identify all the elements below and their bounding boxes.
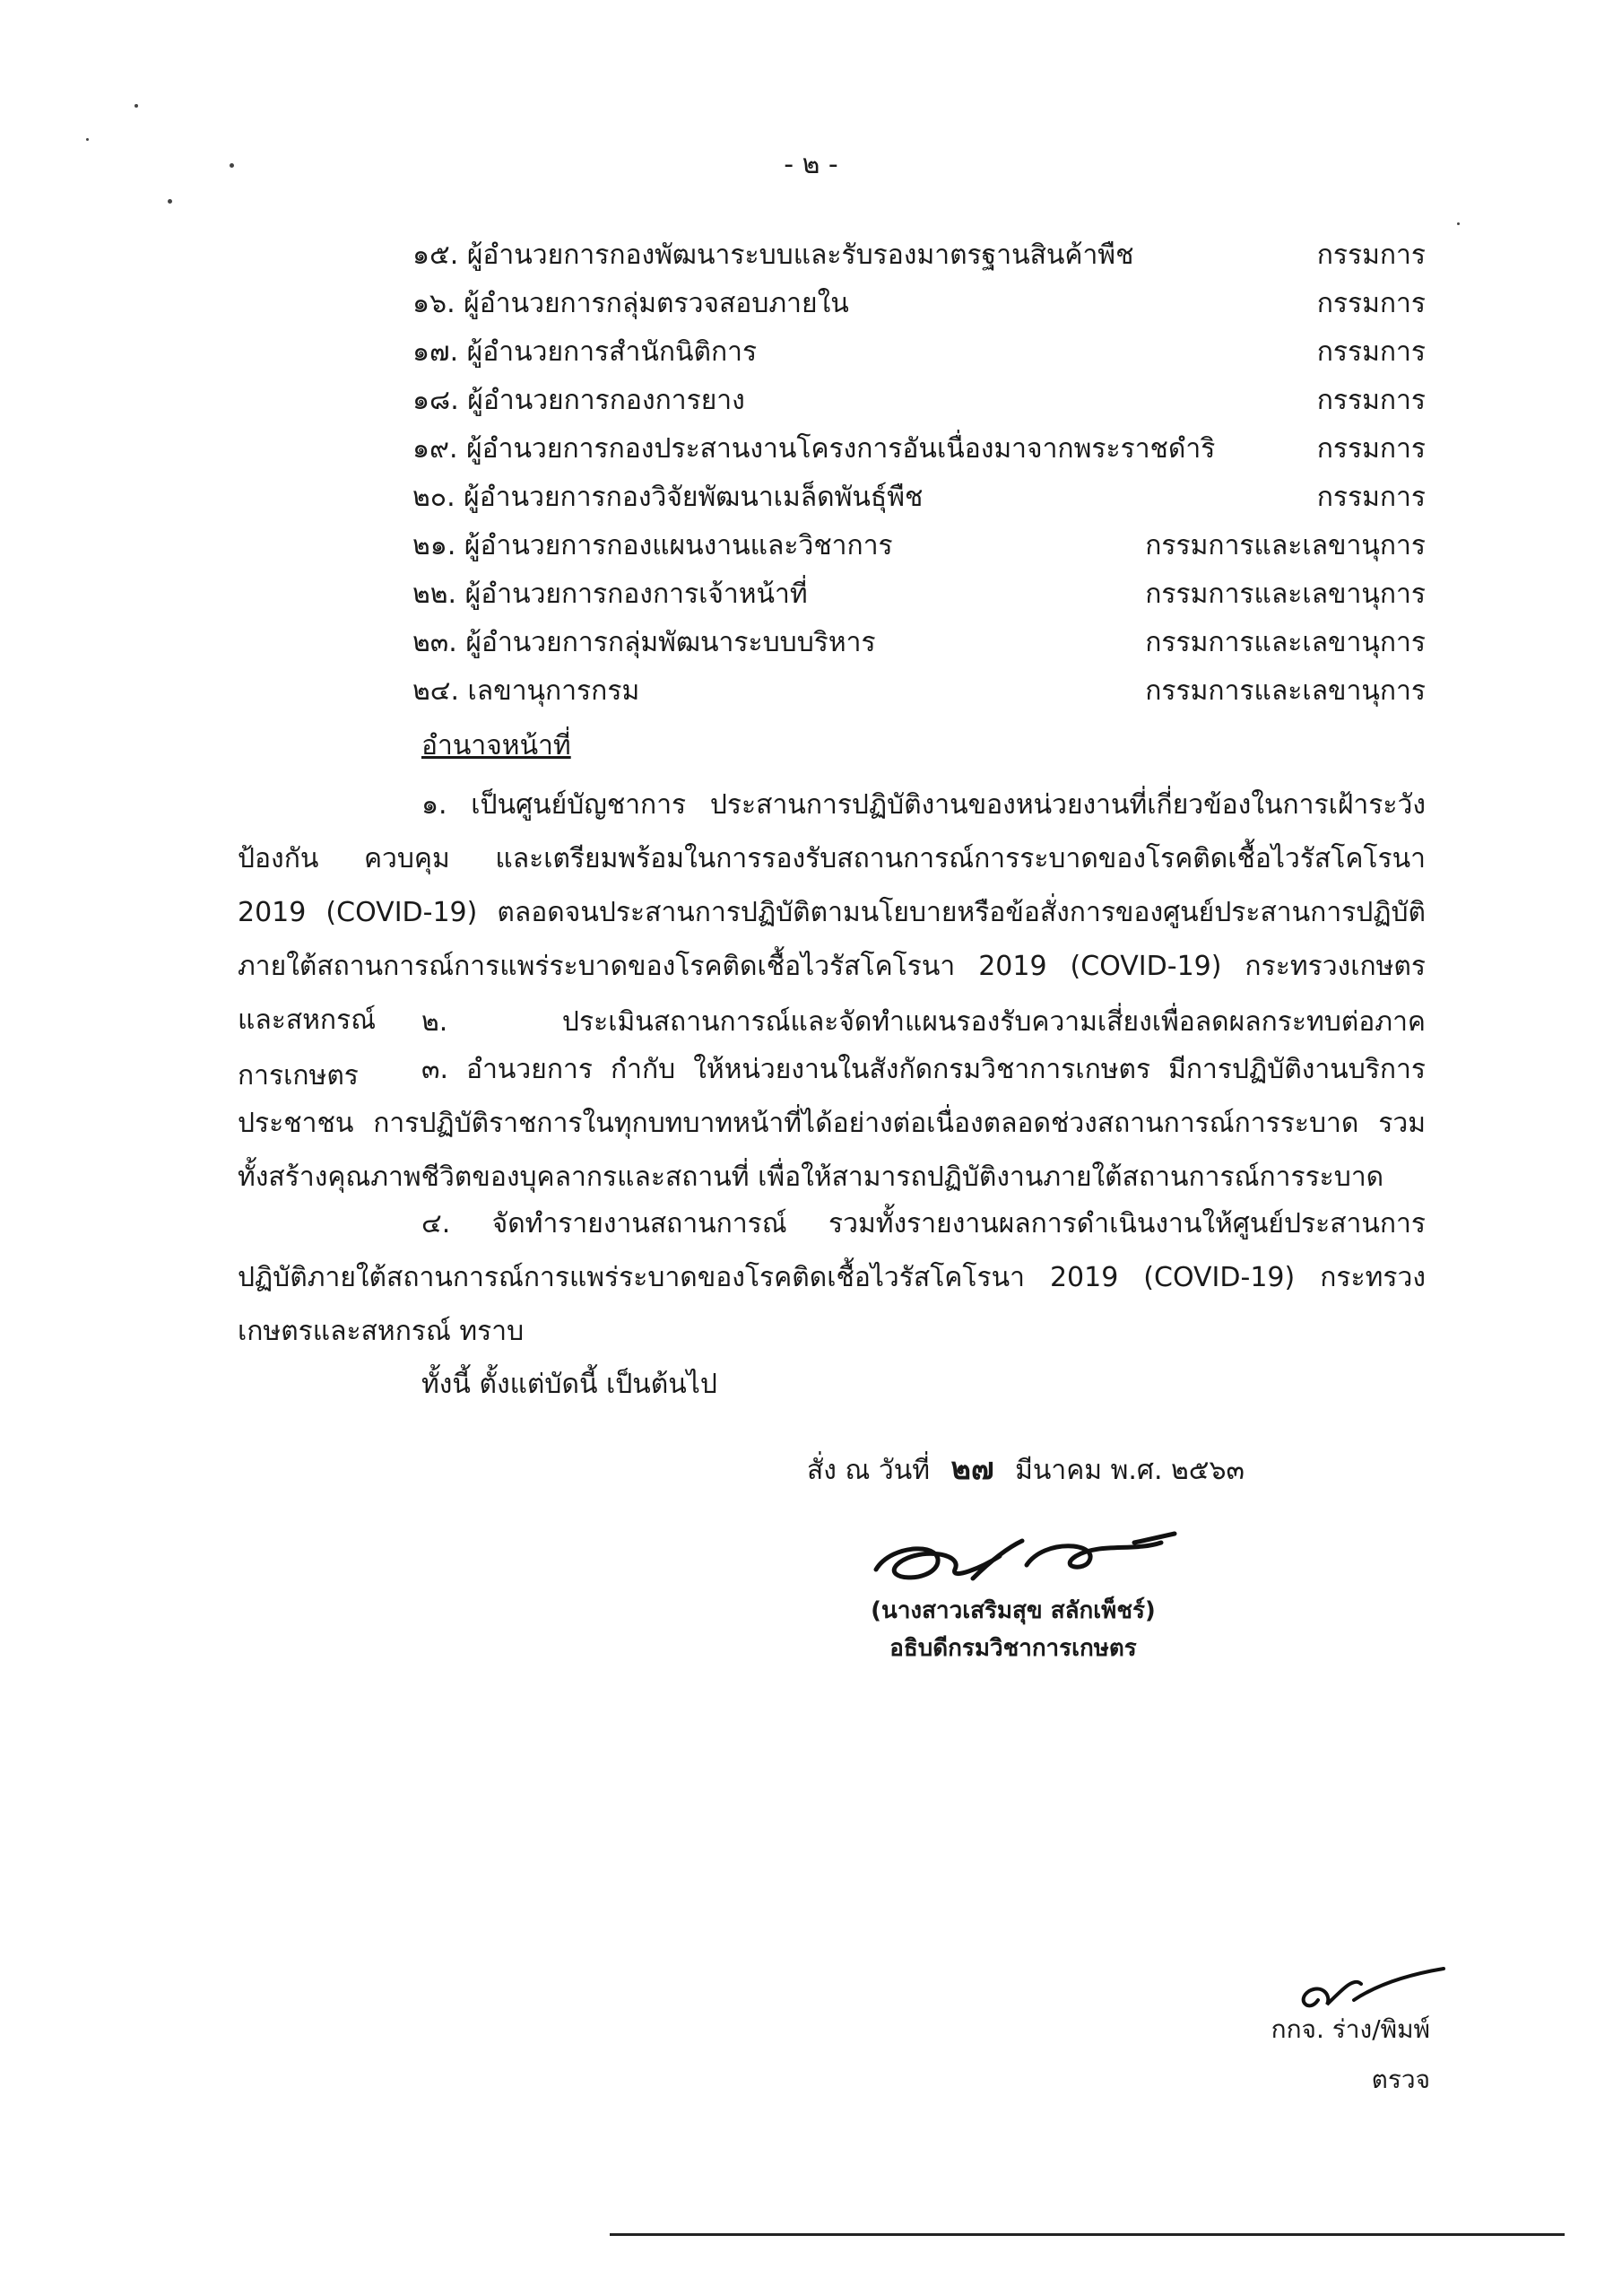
date-prefix: สั่ง ณ วันที่ <box>807 1455 930 1486</box>
signer-name: (นางสาวเสริมสุข สลักเพ็ชร์) <box>871 1597 1156 1624</box>
page-number: - ๒ - <box>784 149 838 180</box>
typist-block <box>1271 2005 1430 2105</box>
member-row <box>412 231 1426 280</box>
member-name: ๒๒. ผู้อำนวยการกองการเจ้าหน้าที่ <box>412 578 808 610</box>
member-row <box>412 280 1426 328</box>
member-name: ๒๐. ผู้อำนวยการกองวิจัยพัฒนาเมล็ดพันธุ์พืช <box>412 482 924 513</box>
scan-speck <box>1457 222 1460 225</box>
signer-title: อธิบดีกรมวิชาการเกษตร <box>889 1635 1137 1662</box>
date-month-year: มีนาคม พ.ศ. ๒๕๖๓ <box>1015 1455 1245 1486</box>
member-role: กรรมการและเลขานุการ <box>1145 627 1426 658</box>
checker-label: ตรวจ <box>1371 2065 1430 2094</box>
date-day: ๒๗ <box>950 1451 994 1487</box>
member-role: กรรมการและเลขานุการ <box>1145 530 1426 561</box>
member-name: ๑๗. ผู้อำนวยการสำนักนิติการ <box>412 336 758 368</box>
member-name: ๑๕. ผู้อำนวยการกองพัฒนาระบบและรับรองมาตรฐานสินค้าพืช <box>412 239 1134 271</box>
member-role: กรรมการ <box>1316 433 1426 465</box>
signer-block <box>861 1592 1166 1667</box>
member-name: ๑๖. ผู้อำนวยการกลุ่มตรวจสอบภายใน <box>412 288 849 319</box>
effective-date-clause: ทั้งนี้ ตั้งแต่บัดนี้ เป็นต้นไป <box>421 1369 717 1400</box>
member-name: ๒๑. ผู้อำนวยการกองแผนงานและวิชาการ <box>412 530 893 561</box>
handwritten-signature <box>865 1516 1206 1596</box>
member-row <box>412 328 1426 377</box>
member-role: กรรมการ <box>1316 385 1426 416</box>
member-name: ๑๙. ผู้อำนวยการกองประสานงานโครงการอันเนื่องมาจากพระราชดำริ <box>412 433 1216 465</box>
scan-speck <box>168 199 172 204</box>
member-row <box>412 474 1426 522</box>
duty-paragraph: ๔. จัดทำรายงานสถานการณ์ รวมทั้งรายงานผลการดำเนินงานให้ศูนย์ประสานการปฏิบัติภายใต้สถานการณ์การแพร่ระบาดของโรคติดเชื้อไวรัสโคโรนา 2019 (COVID-19) กระทรวงเกษตรและสหกรณ์ ทราบ <box>238 1208 1426 1347</box>
member-name: ๑๘. ผู้อำนวยการกองการยาง <box>412 385 745 416</box>
member-row <box>412 667 1426 716</box>
duties-heading: อำนาจหน้าที่ <box>421 730 571 761</box>
footer-divider <box>610 2233 1565 2236</box>
scan-speck <box>86 138 89 141</box>
committee-member-list <box>412 231 1426 716</box>
member-role: กรรมการ <box>1316 288 1426 319</box>
member-row <box>412 619 1426 667</box>
member-row <box>412 570 1426 619</box>
member-name: ๒๓. ผู้อำนวยการกลุ่มพัฒนาระบบบริหาร <box>412 627 876 658</box>
member-row <box>412 522 1426 570</box>
duty-paragraph: ๒. ประเมินสถานการณ์และจัดทำแผนรองรับความเสี่ยงเพื่อลดผลกระทบต่อภาคการเกษตร <box>238 1006 1426 1091</box>
typist-label: กกจ. ร่าง/พิมพ์ <box>1271 2014 1430 2044</box>
member-row <box>412 425 1426 474</box>
scan-speck <box>134 104 138 108</box>
duty-paragraph: ๓. อำนวยการ กำกับ ให้หน่วยงานในสังกัดกรมวิชาการเกษตร มีการปฏิบัติงานบริการประชาชน การปฏิบัติราชการในทุกบทบาทหน้าที่ได้อย่างต่อเนื่องตลอดช่วงสถานการณ์การระบาด รวมทั้งสร้างคุณภาพชีวิตของบุคลากรและสถานที่ เพื่อให้สามารถปฏิบัติงานภายใต้สถานการณ์การระบาด <box>238 1054 1426 1193</box>
member-role: กรรมการและเลขานุการ <box>1145 675 1426 707</box>
member-row <box>412 377 1426 425</box>
member-role: กรรมการ <box>1316 239 1426 271</box>
order-date <box>807 1444 1245 1492</box>
member-role: กรรมการและเลขานุการ <box>1145 578 1426 610</box>
member-name: ๒๔. เลขานุการกรม <box>412 675 640 707</box>
member-role: กรรมการ <box>1316 482 1426 513</box>
member-role: กรรมการ <box>1316 336 1426 368</box>
duty-paragraph: ๑. เป็นศูนย์บัญชาการ ประสานการปฏิบัติงานของหน่วยงานที่เกี่ยวข้องในการเฝ้าระวัง ป้องกัน ควบคุม และเตรียมพร้อมในการรองรับสถานการณ์การระบาดของโรคติดเชื้อไวรัสโคโรนา 2019 (COVID-19) ตลอดจนประสานการปฏิบัติตามนโยบายหรือข้อสั่งการของศูนย์ประสานการปฏิบัติภายใต้สถานการณ์การแพร่ระบาดของโรคติดเชื้อไวรัสโคโรนา 2019 (COVID-19) กระทรวงเกษตรและสหกรณ์ <box>238 789 1426 1036</box>
